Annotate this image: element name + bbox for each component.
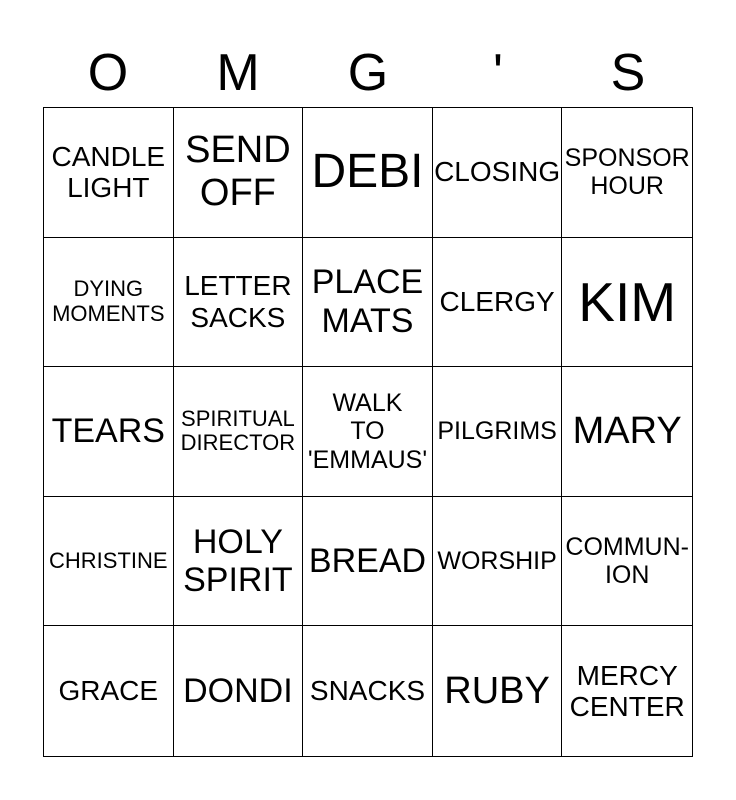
bingo-cell[interactable] bbox=[303, 108, 433, 238]
header-letter-5: S bbox=[610, 44, 646, 102]
bingo-cell[interactable] bbox=[562, 367, 692, 497]
cell-label: SPONSOR HOUR bbox=[564, 144, 690, 201]
cell-label: DEBI bbox=[311, 145, 424, 199]
cell-label: LETTER SACKS bbox=[184, 270, 292, 333]
cell-label: CANDLE LIGHT bbox=[51, 140, 166, 204]
cell-label: GRACE bbox=[58, 675, 159, 707]
bingo-cell[interactable] bbox=[44, 367, 174, 497]
bingo-cell[interactable] bbox=[44, 497, 174, 627]
bingo-cell[interactable] bbox=[174, 238, 304, 368]
cell-label: KIM bbox=[578, 270, 677, 333]
header-letter-1: O bbox=[87, 44, 129, 102]
cell-label: WALK TO 'EMMAUS' bbox=[307, 389, 428, 474]
bingo-cell[interactable] bbox=[44, 626, 174, 756]
cell-label: DYING MOMENTS bbox=[52, 276, 165, 326]
cell-label: RUBY bbox=[444, 669, 550, 712]
bingo-cell[interactable] bbox=[174, 497, 304, 627]
cell-label: BREAD bbox=[308, 541, 427, 580]
bingo-cell[interactable] bbox=[44, 238, 174, 368]
cell-label: MERCY CENTER bbox=[569, 659, 685, 723]
cell-label: CLERGY bbox=[439, 286, 555, 318]
bingo-header bbox=[43, 40, 693, 106]
header-letter-4: ' bbox=[493, 44, 503, 102]
cell-label: DONDI bbox=[183, 671, 293, 710]
bingo-cell[interactable] bbox=[433, 626, 563, 756]
cell-label: MARY bbox=[572, 410, 682, 453]
bingo-cell[interactable] bbox=[303, 238, 433, 368]
cell-label: PLACE MATS bbox=[311, 263, 424, 340]
cell-label: TEARS bbox=[51, 412, 165, 451]
bingo-board bbox=[43, 107, 693, 757]
bingo-cell[interactable] bbox=[303, 367, 433, 497]
bingo-cell[interactable] bbox=[433, 497, 563, 627]
cell-label: CLOSING bbox=[434, 156, 561, 188]
cell-label: SPIRITUAL DIRECTOR bbox=[180, 405, 296, 456]
cell-label: WORSHIP bbox=[437, 546, 557, 575]
bingo-cell[interactable] bbox=[174, 367, 304, 497]
bingo-cell[interactable] bbox=[44, 108, 174, 238]
bingo-cell[interactable] bbox=[562, 238, 692, 368]
bingo-cell[interactable] bbox=[562, 497, 692, 627]
cell-label: SEND OFF bbox=[185, 129, 291, 215]
cell-label: COMMUN- ION bbox=[565, 532, 689, 590]
cell-label: HOLY SPIRIT bbox=[183, 522, 293, 600]
bingo-cell[interactable] bbox=[433, 238, 563, 368]
bingo-cell[interactable] bbox=[562, 626, 692, 756]
bingo-cell[interactable] bbox=[174, 626, 304, 756]
header-letter-2: M bbox=[216, 44, 260, 102]
cell-label: CHRISTINE bbox=[49, 547, 168, 573]
bingo-cell[interactable] bbox=[174, 108, 304, 238]
bingo-cell[interactable] bbox=[303, 626, 433, 756]
bingo-cell[interactable] bbox=[303, 497, 433, 627]
cell-label: PILGRIMS bbox=[437, 417, 557, 446]
bingo-cell[interactable] bbox=[433, 367, 563, 497]
bingo-cell[interactable] bbox=[433, 108, 563, 238]
cell-label: SNACKS bbox=[309, 675, 426, 707]
bingo-cell[interactable] bbox=[562, 108, 692, 238]
header-letter-3: G bbox=[347, 44, 389, 102]
